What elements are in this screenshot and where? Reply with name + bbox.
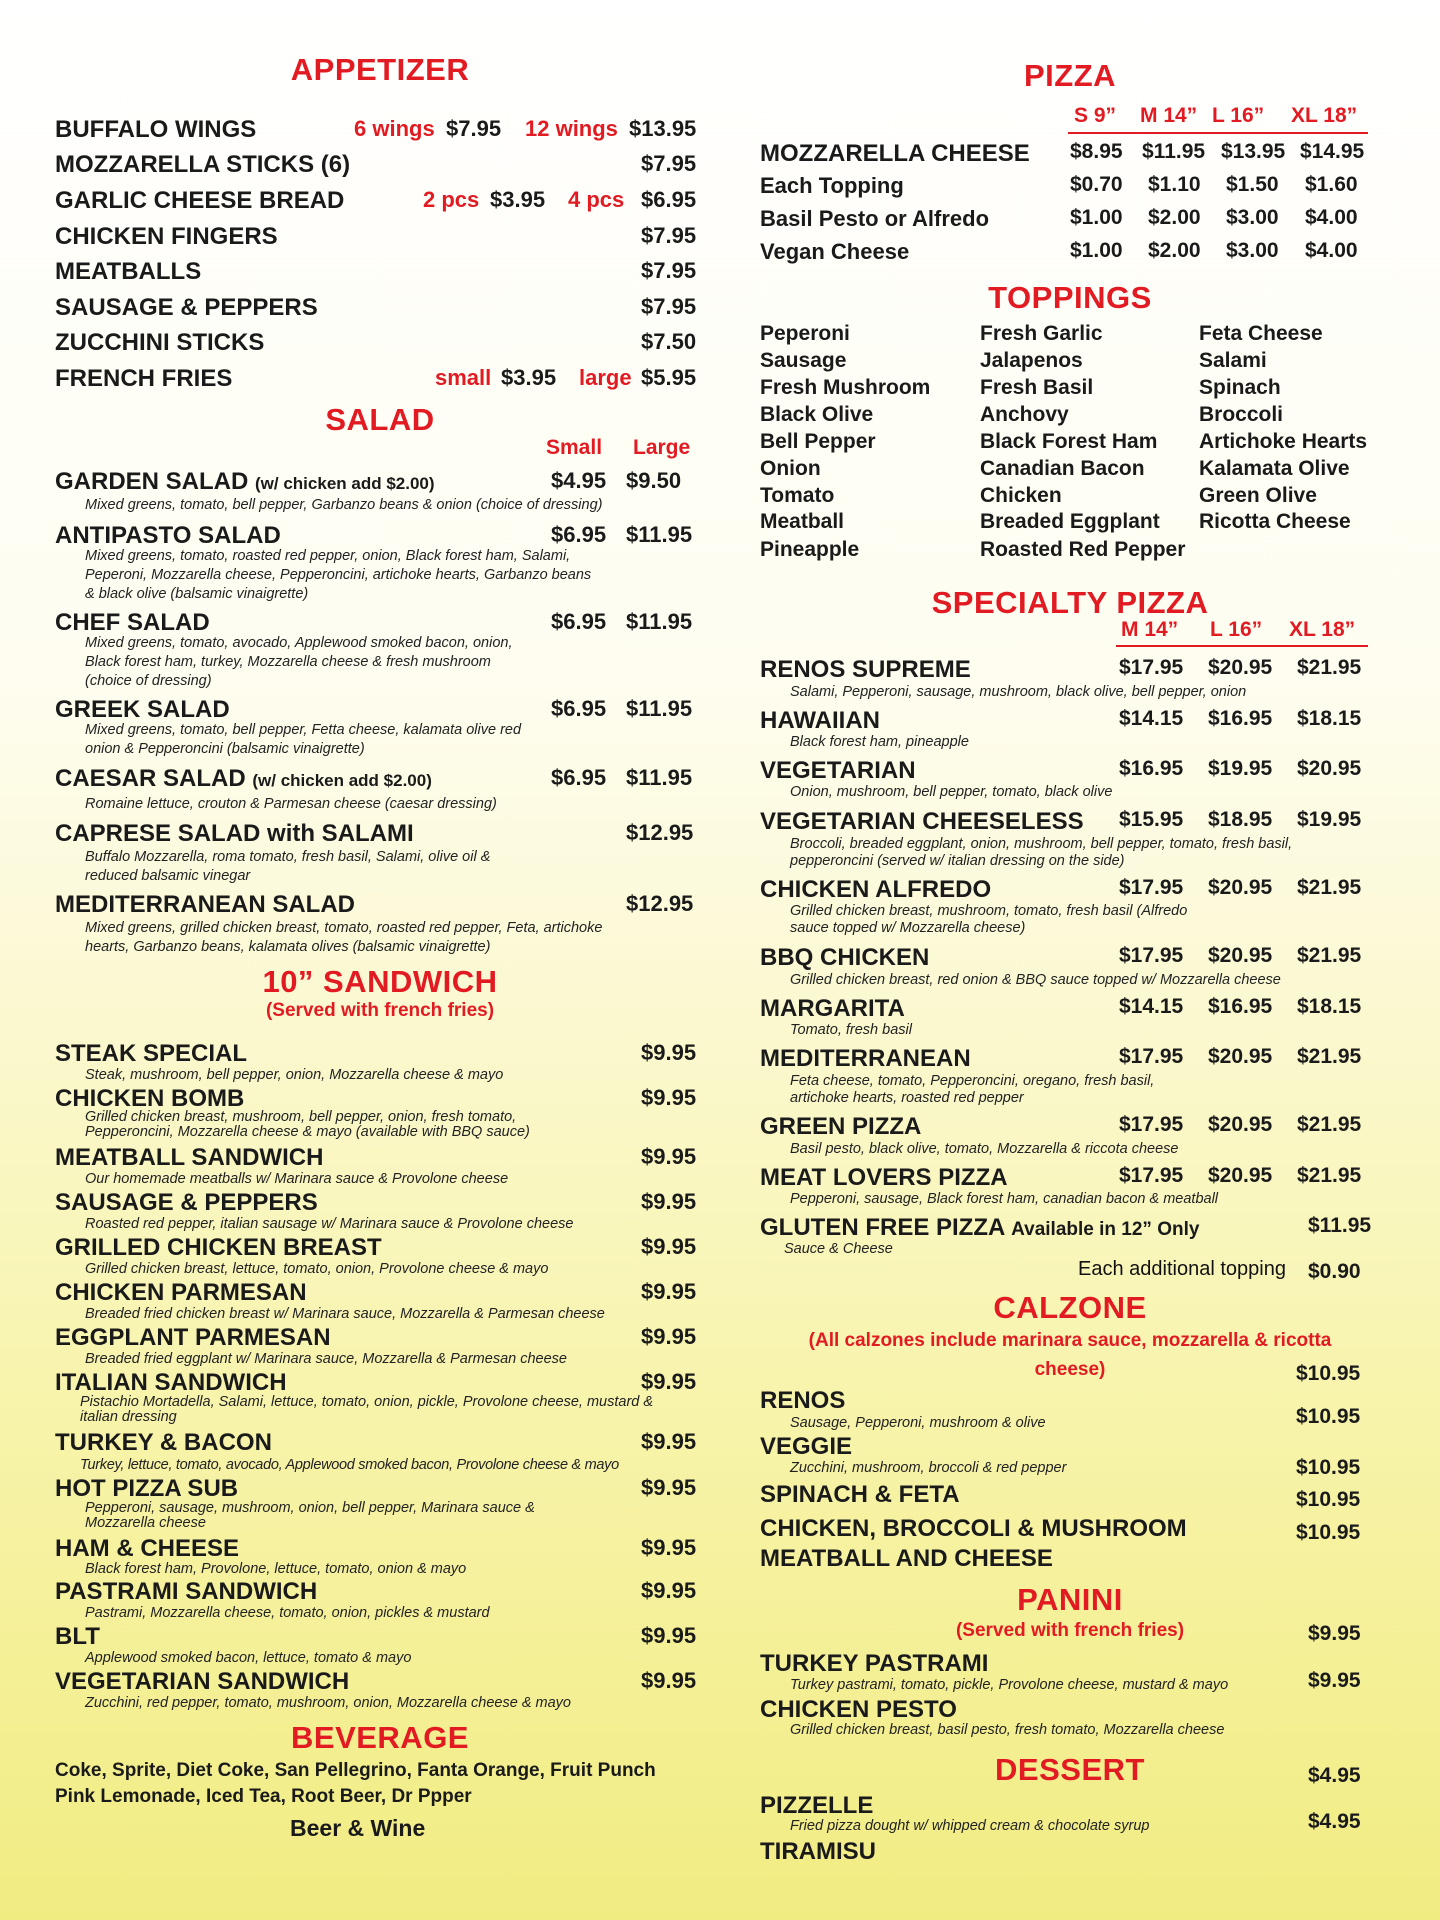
topping: Black Forest Ham	[980, 430, 1158, 453]
menu-item: STEAK SPECIAL $9.95	[55, 1040, 697, 1067]
item-description: Mixed greens, tomato, bell pepper, Garbanzo beans & onion (choice of dressing)	[85, 497, 603, 513]
menu-item: VEGGIE	[760, 1433, 853, 1460]
item-description: Black forest ham, pineapple	[790, 734, 969, 750]
item-description: Romaine lettuce, crouton & Parmesan cheese (caesar dressing)	[85, 796, 497, 812]
calzone-price: $10.95	[1296, 1456, 1361, 1479]
item-description: Pistachio Mortadella, Salami, lettuce, tomato, onion, pickle, Provolone cheese, mustard & italian dressing	[80, 1394, 654, 1425]
size-header: XL 18”	[1289, 618, 1356, 641]
topping: Onion	[760, 457, 821, 480]
pizza-title: PIZZA	[1023, 58, 1117, 93]
topping: Breaded Eggplant	[980, 510, 1160, 533]
menu-item: SAUSAGE & PEPPERS $7.95	[55, 294, 697, 321]
item-description: Black forest ham, Provolone, lettuce, tomato, onion & mayo	[85, 1561, 467, 1577]
calzone-note: cheese)	[1034, 1359, 1106, 1380]
topping: Anchovy	[980, 403, 1069, 426]
menu-item: MEATBALLS $7.95	[55, 258, 697, 285]
menu-item: SPINACH & FETA	[760, 1481, 960, 1508]
topping: Fresh Mushroom	[760, 376, 931, 399]
beverage-line: Beer & Wine	[290, 1815, 426, 1841]
menu-item: CHICKEN ALFREDO $17.95 $20.95 $21.95	[760, 876, 1362, 903]
menu-item: MEATBALL AND CHEESE	[760, 1545, 1053, 1572]
dessert-price: $4.95	[1308, 1810, 1361, 1833]
item-description: Grilled chicken breast, mushroom, bell pepper, onion, fresh tomato, Pepperoncini, Mozzarella cheese & mayo (available with BBQ sauce)	[85, 1109, 530, 1140]
header-underline	[1116, 645, 1368, 647]
appetizer-title: APPETIZER	[290, 52, 470, 87]
panini-price: $9.95	[1308, 1622, 1361, 1645]
topping: Canadian Bacon	[980, 457, 1145, 480]
item-description: Mixed greens, tomato, bell pepper, Fetta cheese, kalamata olive red onion & Pepperoncini (balsamic vinaigrette)	[85, 722, 522, 757]
topping: Chicken	[980, 484, 1062, 507]
menu-item: HAWAIIAN $14.15 $16.95 $18.15	[760, 707, 1362, 734]
salad-title: SALAD	[325, 402, 435, 437]
item-description: Sausage, Pepperoni, mushroom & olive	[790, 1415, 1046, 1431]
topping: Meatball	[760, 510, 845, 533]
calzone-title: CALZONE	[993, 1290, 1147, 1325]
menu-item: CHICKEN PESTO	[760, 1696, 957, 1723]
beverage-title: BEVERAGE	[291, 1720, 469, 1755]
menu-item: GREEK SALAD $6.95 $11.95	[55, 696, 693, 723]
topping: Tomato	[760, 484, 835, 507]
menu-item: MEATBALL SANDWICH $9.95	[55, 1144, 697, 1171]
menu-item: ANTIPASTO SALAD $6.95 $11.95	[55, 522, 693, 549]
menu-item: ZUCCHINI STICKS $7.50	[55, 329, 697, 356]
header-underline	[1068, 132, 1368, 134]
menu-item: GARDEN SALAD (w/ chicken add $2.00) $4.95 $9.50	[55, 468, 682, 495]
calzone-price: $10.95	[1296, 1488, 1361, 1511]
toppings-title: TOPPINGS	[988, 280, 1152, 315]
item-description: Pepperoni, sausage, mushroom, onion, bell pepper, Marinara sauce & Mozzarella cheese	[85, 1500, 535, 1531]
item-description: Grilled chicken breast, red onion & BBQ sauce topped w/ Mozzarella cheese	[790, 972, 1281, 988]
menu-item: Each Topping $0.70 $1.10 $1.50 $1.60	[760, 173, 1358, 198]
item-description: Tomato, fresh basil	[790, 1022, 912, 1038]
topping: Fresh Basil	[980, 376, 1094, 399]
item-description: Feta cheese, tomato, Pepperoncini, oregano, fresh basil, artichoke hearts, roasted red pepper	[790, 1073, 1155, 1106]
size-header: S 9”	[1074, 104, 1117, 127]
menu-item: GRILLED CHICKEN BREAST $9.95	[55, 1234, 697, 1261]
size-header: L 16”	[1212, 104, 1265, 127]
menu-item: RENOS SUPREME $17.95 $20.95 $21.95	[760, 656, 1362, 683]
menu-item: TURKEY & BACON $9.95	[55, 1429, 697, 1456]
menu-item: PIZZELLE	[760, 1792, 874, 1819]
topping: Feta Cheese	[1199, 322, 1323, 345]
topping: Pineapple	[760, 538, 860, 561]
item-description: Fried pizza dought w/ whipped cream & chocolate syrup	[790, 1818, 1150, 1834]
panini-subtitle: (Served with french fries)	[955, 1620, 1185, 1641]
extra-topping-label: Each additional topping	[1078, 1258, 1286, 1280]
item-description: Grilled chicken breast, lettuce, tomato, onion, Provolone cheese & mayo	[85, 1261, 549, 1277]
menu-item: MEDITERRANEAN $17.95 $20.95 $21.95	[760, 1045, 1362, 1072]
item-description: Grilled chicken breast, basil pesto, fresh tomato, Mozzarella cheese	[790, 1722, 1225, 1738]
item-description: Onion, mushroom, bell pepper, tomato, black olive	[790, 784, 1113, 800]
menu-item: MEDITERRANEAN SALAD $12.95	[55, 891, 694, 918]
item-description: Grilled chicken breast, mushroom, tomato, fresh basil (Alfredo sauce topped w/ Mozzarella cheese)	[790, 903, 1188, 936]
topping: Salami	[1199, 349, 1267, 372]
salad-col-small: Small	[546, 436, 603, 459]
menu-item: VEGETARIAN CHEESELESS $15.95 $18.95 $19.95	[760, 808, 1362, 835]
item-description: Sauce & Cheese	[784, 1241, 893, 1257]
menu-item: GREEN PIZZA $17.95 $20.95 $21.95	[760, 1113, 1362, 1140]
menu-item: CAESAR SALAD (w/ chicken add $2.00) $6.95 $11.95	[55, 765, 693, 792]
calzone-price: $10.95	[1296, 1362, 1361, 1385]
menu-item: CHICKEN, BROCCOLI & MUSHROOM	[760, 1515, 1187, 1542]
topping: Roasted Red Pepper	[980, 538, 1186, 561]
topping: Fresh Garlic	[980, 322, 1103, 345]
size-header: XL 18”	[1291, 104, 1358, 127]
menu-item: CHICKEN FINGERS $7.95	[55, 223, 697, 250]
specialty-title: SPECIALTY PIZZA	[931, 585, 1209, 620]
size-header: M 14”	[1140, 104, 1198, 127]
menu-item: TURKEY PASTRAMI	[760, 1650, 989, 1677]
menu-item: SAUSAGE & PEPPERS $9.95	[55, 1189, 697, 1216]
item-description: Roasted red pepper, italian sausage w/ Marinara sauce & Provolone cheese	[85, 1216, 574, 1232]
topping: Peperoni	[760, 322, 850, 345]
item-description: Mixed greens, grilled chicken breast, tomato, roasted red pepper, Feta, artichoke hearts, Garbanzo beans, kalamata olives (balsamic vinaigrette)	[85, 920, 603, 955]
menu-item: MOZZARELLA STICKS (6) $7.95	[55, 151, 697, 178]
menu-item: FRENCH FRIES small $3.95 large $5.95	[55, 365, 697, 392]
menu-item: HOT PIZZA SUB $9.95	[55, 1475, 697, 1502]
menu-item: MEAT LOVERS PIZZA $17.95 $20.95 $21.95	[760, 1164, 1362, 1191]
menu-item: CHICKEN PARMESAN $9.95	[55, 1279, 697, 1306]
topping: Broccoli	[1199, 403, 1284, 426]
salad-col-large: Large	[633, 436, 691, 459]
sandwich-subtitle: (Served with french fries)	[265, 1000, 495, 1021]
item-description: Steak, mushroom, bell pepper, onion, Mozzarella cheese & mayo	[85, 1067, 504, 1083]
topping: Green Olive	[1199, 484, 1317, 507]
item-description: Zucchini, mushroom, broccoli & red pepper	[790, 1460, 1067, 1476]
topping: Spinach	[1199, 376, 1281, 399]
item-description: Buffalo Mozzarella, roma tomato, fresh basil, Salami, olive oil & reduced balsamic vinegar	[85, 849, 491, 884]
sandwich-title: 10” SANDWICH	[262, 964, 498, 999]
dessert-title: DESSERT	[995, 1752, 1145, 1787]
menu-item: MOZZARELLA CHEESE $8.95 $11.95 $13.95 $14.95	[760, 140, 1365, 167]
item-description: Mixed greens, tomato, roasted red pepper, onion, Black forest ham, Salami, Peperoni, Mozzarella cheese, Pepperoncini, artichoke hearts, Garbanzo beans & black olive (balsamic vinaigrette)	[85, 548, 592, 602]
topping: Jalapenos	[980, 349, 1083, 372]
size-header: M 14”	[1121, 618, 1179, 641]
menu-item: GLUTEN FREE PIZZA Available in 12” Only $11.95	[760, 1214, 1372, 1241]
item-description: Turkey, lettuce, tomato, avocado, Applewood smoked bacon, Provolone cheese & mayo	[80, 1457, 619, 1473]
extra-topping-price: $0.90	[1308, 1260, 1361, 1283]
beverage-line: Coke, Sprite, Diet Coke, San Pellegrino, Fanta Orange, Fruit Punch	[55, 1760, 656, 1781]
menu-item: EGGPLANT PARMESAN $9.95	[55, 1324, 697, 1351]
item-description: Breaded fried chicken breast w/ Marinara sauce, Mozzarella & Parmesan cheese	[85, 1306, 605, 1322]
item-description: Applewood smoked bacon, lettuce, tomato & mayo	[85, 1650, 412, 1666]
menu-item: GARLIC CHEESE BREAD 2 pcs $3.95 4 pcs $6.95	[55, 187, 697, 214]
panini-title: PANINI	[1017, 1582, 1123, 1617]
calzone-note: (All calzones include marinara sauce, mozzarella & ricotta	[808, 1330, 1332, 1351]
menu-item: VEGETARIAN $16.95 $19.95 $20.95	[760, 757, 1362, 784]
calzone-price: $10.95	[1296, 1521, 1361, 1544]
dessert-price: $4.95	[1308, 1764, 1361, 1787]
beverage-line: Pink Lemonade, Iced Tea, Root Beer, Dr Ppper	[55, 1786, 472, 1807]
item-description: Turkey pastrami, tomato, pickle, Provolone cheese, mustard & mayo	[790, 1677, 1229, 1693]
menu-item: VEGETARIAN SANDWICH $9.95	[55, 1668, 697, 1695]
topping: Sausage	[760, 349, 847, 372]
topping: Ricotta Cheese	[1199, 510, 1351, 533]
menu-item: HAM & CHEESE $9.95	[55, 1535, 697, 1562]
panini-price: $9.95	[1308, 1669, 1361, 1692]
topping: Bell Pepper	[760, 430, 876, 453]
menu-item: CAPRESE SALAD with SALAMI $12.95	[55, 820, 694, 847]
item-description: Salami, Pepperoni, sausage, mushroom, black olive, bell pepper, onion	[790, 684, 1247, 700]
topping: Artichoke Hearts	[1199, 430, 1368, 453]
menu-item: BBQ CHICKEN $17.95 $20.95 $21.95	[760, 944, 1362, 971]
size-header: L 16”	[1210, 618, 1263, 641]
calzone-price: $10.95	[1296, 1405, 1361, 1428]
item-description: Basil pesto, black olive, tomato, Mozzarella & riccota cheese	[790, 1141, 1179, 1157]
item-description: Our homemade meatballs w/ Marinara sauce & Provolone cheese	[85, 1171, 509, 1187]
topping: Black Olive	[760, 403, 874, 426]
menu-item: Basil Pesto or Alfredo $1.00 $2.00 $3.00 $4.00	[760, 206, 1358, 231]
menu-item: TIRAMISU	[760, 1838, 876, 1865]
menu-item: PASTRAMI SANDWICH $9.95	[55, 1578, 697, 1605]
menu-item: BLT $9.95	[55, 1623, 697, 1650]
menu-item: RENOS	[760, 1387, 846, 1414]
item-description: Zucchini, red pepper, tomato, mushroom, onion, Mozzarella cheese & mayo	[85, 1695, 571, 1711]
menu-item: CHEF SALAD $6.95 $11.95	[55, 609, 693, 636]
menu-item: BUFFALO WINGS 6 wings $7.95 12 wings $13.95	[55, 116, 697, 143]
menu-item: Vegan Cheese $1.00 $2.00 $3.00 $4.00	[760, 239, 1358, 264]
item-description: Pepperoni, sausage, Black forest ham, canadian bacon & meatball	[790, 1191, 1219, 1207]
item-description: Pastrami, Mozzarella cheese, tomato, onion, pickles & mustard	[85, 1605, 490, 1621]
item-description: Mixed greens, tomato, avocado, Applewood smoked bacon, onion, Black forest ham, turkey, Mozzarella cheese & fresh mushroom (choice of dressing)	[85, 635, 513, 689]
item-description: Broccoli, breaded eggplant, onion, mushroom, bell pepper, tomato, fresh basil, pepperoncini (served w/ italian dressing on the side)	[790, 836, 1293, 869]
menu-item: MARGARITA $14.15 $16.95 $18.15	[760, 995, 1362, 1022]
menu-item: CHICKEN BOMB $9.95	[55, 1085, 697, 1112]
item-description: Breaded fried eggplant w/ Marinara sauce, Mozzarella & Parmesan cheese	[85, 1351, 567, 1367]
menu-item: ITALIAN SANDWICH $9.95	[55, 1369, 697, 1396]
topping: Kalamata Olive	[1199, 457, 1350, 480]
